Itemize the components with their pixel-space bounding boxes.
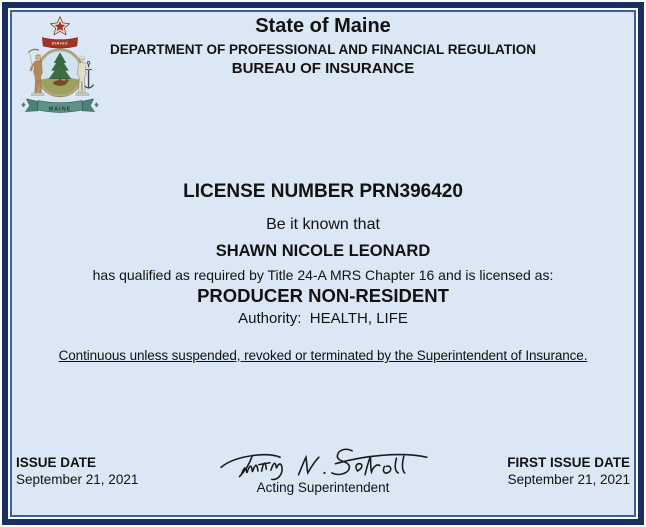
issue-date-label: ISSUE DATE [16, 455, 97, 470]
department-line: DEPARTMENT OF PROFESSIONAL AND FINANCIAL REGULATION [109, 42, 536, 57]
state-title: State of Maine [255, 15, 391, 37]
certificate-outer-frame [2, 2, 644, 525]
seal-motto-text: DIRIGO [51, 41, 69, 46]
certificate-header [12, 15, 634, 77]
certificate-content [12, 12, 634, 515]
be-it-known-text: Be it known that [266, 215, 380, 233]
issue-date-value: September 21, 2021 [16, 471, 139, 487]
first-issue-date-block [507, 455, 630, 489]
seal-state-name-text: MAINE [48, 106, 72, 113]
license-block [12, 181, 634, 327]
license-number-heading: LICENSE NUMBER PRN396420 [183, 181, 463, 202]
certificate-frame-line [8, 8, 638, 519]
licensee-name: SHAWN NICOLE LEONARD [215, 242, 431, 261]
authority-line: Authority: HEALTH, LIFE [238, 309, 408, 327]
certificate-inner-frame [10, 10, 636, 517]
qualification-text: has qualified as required by Title 24-A MRS Chapter 16 and is licensed as: [92, 267, 554, 284]
license-type: PRODUCER NON-RESIDENT [197, 285, 449, 307]
first-issue-date-value: September 21, 2021 [507, 471, 630, 487]
superintendent-signature-icon [216, 436, 431, 484]
continuous-clause: Continuous unless suspended, revoked or terminated by the Superintendent of Insurance. [58, 348, 588, 363]
bureau-line: BUREAU OF INSURANCE [231, 59, 415, 77]
first-issue-date-label: FIRST ISSUE DATE [507, 455, 630, 470]
signer-title: Acting Superintendent [256, 480, 390, 495]
